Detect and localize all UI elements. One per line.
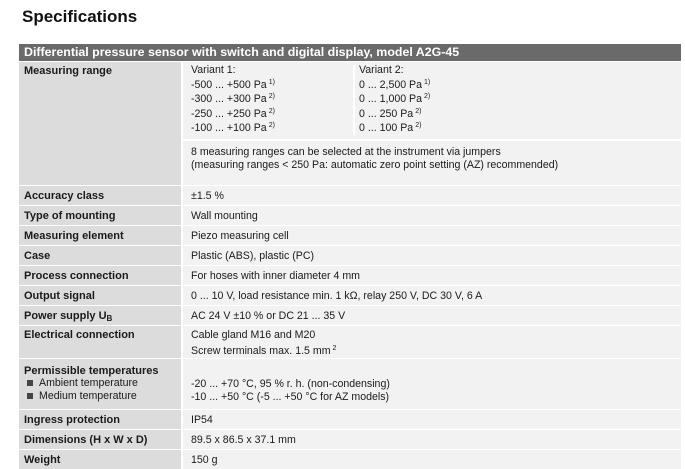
power-supply-label: Power supply UB [19, 306, 181, 325]
measuring-range-note [183, 139, 681, 172]
row-dimensions [19, 429, 681, 449]
weight-value: 150 g [183, 450, 681, 469]
weight-label: Weight [19, 450, 181, 469]
spec-table [19, 44, 681, 469]
row-case [19, 245, 681, 265]
variant-1-range-1: -500 ... +500 Pa $^{1)}$ [191, 78, 275, 91]
electrical-line-2: Screw terminals max. 1.5 mm $^2$ [191, 345, 337, 357]
row-power-supply [19, 305, 681, 325]
row-electrical-connection [19, 325, 681, 358]
case-value: Plastic (ABS), plastic (PC) [183, 246, 681, 265]
ingress-protection-label: Ingress protection [19, 410, 181, 429]
measuring-range-value [183, 62, 681, 185]
row-ingress-protection [19, 409, 681, 429]
variant-2-range-1: 0 ... 2,500 Pa $^{1)}$ [359, 78, 431, 91]
dimensions-label: Dimensions (H x W x D) [19, 430, 181, 449]
row-output-signal [19, 285, 681, 305]
power-supply-value: AC 24 V ±10 % or DC 21 ... 35 V [183, 306, 681, 325]
row-process-connection [19, 265, 681, 285]
electrical-line-1: Cable gland M16 and M20 [191, 329, 316, 341]
ingress-protection-value: IP54 [183, 410, 681, 429]
ambient-temperature-value: -20 ... +70 °C, 95 % r. h. (non-condensing) [191, 378, 390, 390]
bullet-icon [27, 393, 33, 399]
row-weight [19, 449, 681, 469]
accuracy-label: Accuracy class [19, 186, 181, 205]
page-title: Specifications [22, 7, 138, 26]
bullet-icon [27, 380, 33, 386]
variant-2-range-3: 0 ... 250 Pa $^{2)}$ [359, 107, 422, 120]
row-accuracy [19, 185, 681, 205]
variant-2-range-2: 0 ... 1,000 Pa $^{2)}$ [359, 93, 431, 105]
measuring-element-value: Piezo measuring cell [183, 226, 681, 245]
case-label: Case [19, 246, 181, 265]
output-signal-value: 0 ... 10 V, load resistance min. 1 kΩ, relay 250 V, DC 30 V, 6 A [183, 286, 681, 305]
mounting-label: Type of mounting [19, 206, 181, 225]
temperatures-label [19, 359, 181, 409]
variant-2-range-4: 0 ... 100 Pa $^{2)}$ [359, 122, 422, 134]
output-signal-label: Output signal [19, 286, 181, 305]
variant-1 [191, 65, 353, 135]
accuracy-value: ±1.5 % [183, 186, 681, 205]
ambient-temperature-label: Ambient temperature [24, 377, 176, 390]
row-measuring-range [19, 61, 681, 185]
row-temperatures [19, 358, 681, 409]
measuring-range-label: Measuring range [19, 62, 181, 185]
temperatures-value [183, 359, 681, 409]
dimensions-value: 89.5 x 86.5 x 37.1 mm [183, 430, 681, 449]
mounting-value: Wall mounting [183, 206, 681, 225]
measuring-element-label: Measuring element [19, 226, 181, 245]
electrical-connection-label: Electrical connection [19, 326, 181, 358]
variant-2 [353, 65, 521, 135]
temperatures-title: Permissible temperatures [24, 365, 159, 377]
variant-1-range-2: -300 ... +300 Pa $^{2)}$ [191, 93, 275, 105]
process-connection-value: For hoses with inner diameter 4 mm [183, 266, 681, 285]
note-line-1: 8 measuring ranges can be selected at the instrument via jumpers [191, 145, 501, 158]
electrical-connection-value [183, 326, 681, 358]
row-mounting [19, 205, 681, 225]
medium-temperature-label: Medium temperature [24, 390, 176, 403]
variant-1-title: Variant 1: [191, 64, 236, 76]
table-header: Differential pressure sensor with switch and digital display, model A2G-45 [19, 44, 681, 61]
medium-temperature-value: -10 ... +50 °C (-5 ... +50 °C for AZ models) [191, 391, 390, 403]
variant-1-range-4: -100 ... +100 Pa $^{2)}$ [191, 122, 275, 134]
process-connection-label: Process connection [19, 266, 181, 285]
variant-2-title: Variant 2: [359, 64, 404, 76]
note-line-2: (measuring ranges < 250 Pa: automatic zero point setting (AZ) recommended) [191, 158, 559, 171]
variants [191, 65, 673, 135]
row-measuring-element [19, 225, 681, 245]
variant-1-range-3: -250 ... +250 Pa $^{2)}$ [191, 107, 275, 120]
